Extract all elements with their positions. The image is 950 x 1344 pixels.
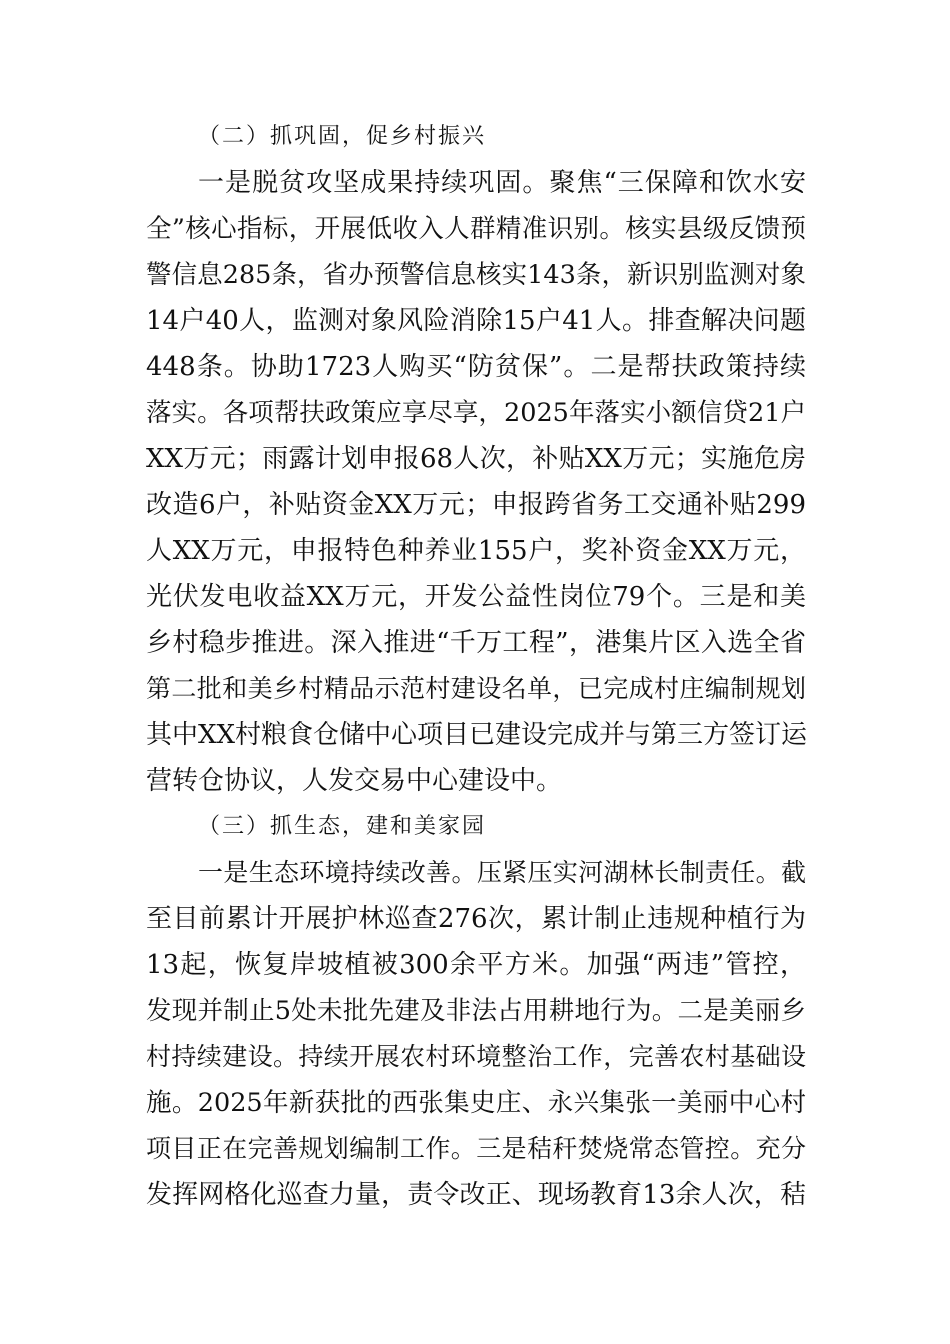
paragraph-line: XX万元；雨露计划申报68人次，补贴XX万元；实施危房 <box>146 444 806 474</box>
paragraph-line: 14户40人，监测对象风险消除15户41人。排查解决问题 <box>146 306 806 336</box>
paragraph-line: 落实。各项帮扶政策应享尽享，2025年落实小额信贷21户 <box>146 398 806 428</box>
paragraph-line: 村持续建设。持续开展农村环境整治工作，完善农村基础设 <box>146 1042 806 1071</box>
section-heading-2: （二）抓巩固，促乡村振兴 <box>198 124 487 149</box>
paragraph-line: 人XX万元，申报特色种养业155户，奖补资金XX万元， <box>146 536 806 566</box>
paragraph-line: 至目前累计开展护林巡查276次，累计制止违规种植行为 <box>146 904 806 934</box>
paragraph-line: 其中XX村粮食仓储中心项目已建设完成并与第三方签订运 <box>146 720 808 750</box>
paragraph-line: 一是脱贫攻坚成果持续巩固。聚焦“三保障和饮水安 <box>198 168 806 198</box>
paragraph-line: 发现并制止5处未批先建及非法占用耕地行为。二是美丽乡 <box>146 996 806 1026</box>
paragraph-line: 全”核心指标，开展低收入人群精准识别。核实县级反馈预 <box>146 214 806 244</box>
paragraph-line: 光伏发电收益XX万元，开发公益性岗位79个。三是和美 <box>146 582 806 612</box>
paragraph-line: 项目正在完善规划编制工作。三是秸秆焚烧常态管控。充分 <box>146 1134 806 1163</box>
paragraph-line: 第二批和美乡村精品示范村建设名单，已完成村庄编制规划 <box>146 674 806 703</box>
paragraph-line: 改造6户，补贴资金XX万元；申报跨省务工交通补贴299 <box>146 490 806 520</box>
paragraph-line: 营转仓协议，人发交易中心建设中。 <box>146 766 563 796</box>
paragraph-line: 一是生态环境持续改善。压紧压实河湖林长制责任。截 <box>198 858 806 887</box>
paragraph-line: 警信息285条，省办预警信息核实143条，新识别监测对象 <box>146 260 806 290</box>
paragraph-line: 发挥网格化巡查力量，责令改正、现场教育13余人次，秸 <box>146 1180 806 1210</box>
paragraph-line: 13起，恢复岸坡植被300余平方米。加强“两违”管控， <box>146 950 806 980</box>
section-heading-3: （三）抓生态，建和美家园 <box>198 814 487 839</box>
paragraph-line: 乡村稳步推进。深入推进“千万工程”，港集片区入选全省 <box>146 628 806 658</box>
document-body <box>146 114 806 1218</box>
paragraph-line: 448条。协助1723人购买“防贫保”。二是帮扶政策持续 <box>146 352 806 382</box>
paragraph-line: 施。2025年新获批的西张集史庄、永兴集张一美丽中心村 <box>146 1088 806 1118</box>
